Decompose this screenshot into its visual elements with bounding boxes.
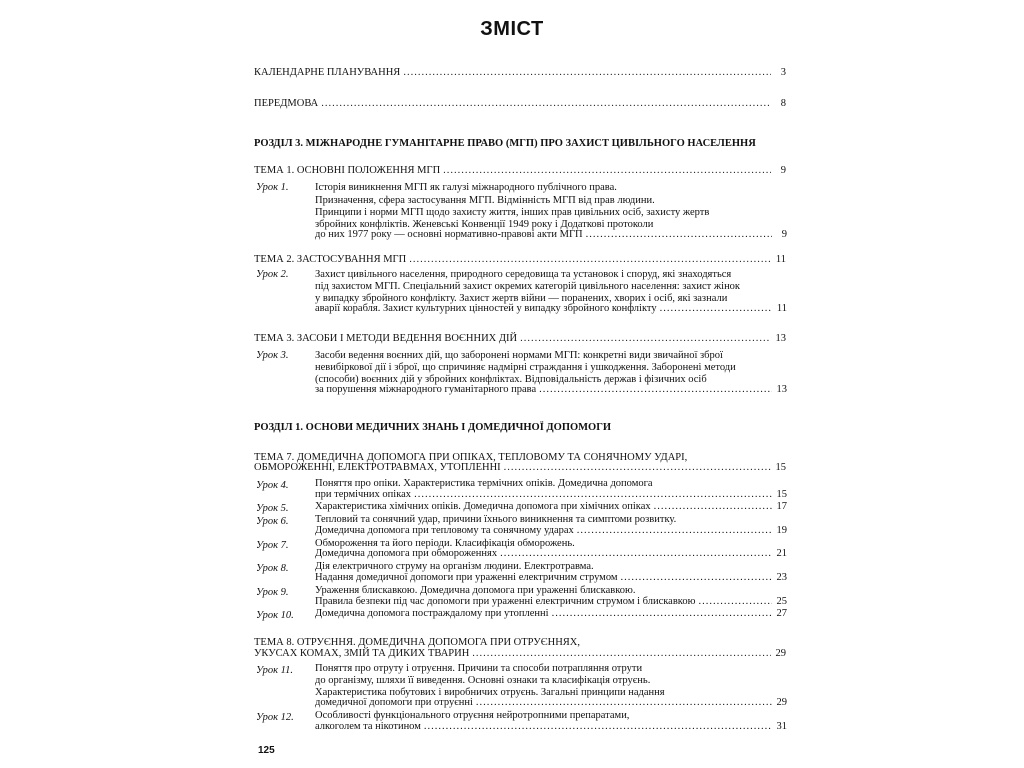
toc-entry-lesson-8[interactable] — [315, 572, 787, 584]
toc-page-number: 9 — [781, 229, 787, 240]
toc-entry-lesson-7[interactable] — [315, 548, 787, 560]
toc-entry-lesson-12[interactable] — [315, 721, 787, 733]
toc-entry-topic-8[interactable] — [254, 648, 786, 660]
lesson-label: Урок 3. — [256, 350, 289, 361]
toc-entry-lesson-5[interactable] — [315, 501, 787, 513]
toc-entry-calendar[interactable] — [254, 67, 786, 79]
lesson-text: домедичної допомоги при отруєнні — [315, 697, 473, 708]
toc-page-number: 3 — [780, 67, 786, 78]
topic-label: ТЕМА 7. ДОМЕДИЧНА ДОПОМОГА ПРИ ОПІКАХ, ТЕПЛОВОМУ ТА СОНЯЧНОМУ УДАРІ, — [254, 452, 688, 463]
lesson-label: Урок 9. — [256, 587, 289, 598]
leader-dots — [403, 67, 771, 79]
toc-entry-lesson-2[interactable] — [315, 303, 787, 315]
leader-dots — [552, 608, 772, 620]
leader-dots — [472, 648, 771, 660]
lesson-label: Урок 1. — [256, 182, 289, 193]
toc-page-number: 11 — [775, 254, 786, 265]
toc-entry-topic-7[interactable] — [254, 462, 786, 474]
topic-label: ТЕМА 2. ЗАСТОСУВАННЯ МГП — [254, 254, 407, 265]
toc-entry-label: КАЛЕНДАРНЕ ПЛАНУВАННЯ — [254, 67, 401, 78]
leader-dots — [539, 384, 772, 396]
toc-page-number: 15 — [776, 489, 787, 500]
lesson-text: збройних конфліктів. Женевські Конвенції 1949 року і Додаткові протоколи — [315, 219, 654, 230]
leader-dots — [654, 501, 772, 513]
lesson-text: Дія електричного струму на організм людини. Електротравма. — [315, 561, 594, 572]
toc-entry-lesson-6[interactable] — [315, 525, 787, 537]
toc-page-number: 29 — [776, 697, 787, 708]
lesson-text: Призначення, сфера застосування МГП. Відмінність МГП від прав людини. — [315, 195, 655, 206]
leader-dots — [409, 254, 771, 266]
lesson-text: Правила безпеки під час допомоги при ураженні електричним струмом і блискавкою — [315, 596, 696, 607]
toc-page-number: 15 — [775, 462, 786, 473]
lesson-label: Урок 10. — [256, 610, 294, 621]
toc-page-number: 17 — [776, 501, 787, 512]
leader-dots — [476, 697, 772, 709]
lesson-label: Урок 12. — [256, 712, 294, 723]
lesson-text: за порушення міжнародного гуманітарного права — [315, 384, 537, 395]
leader-dots — [321, 98, 771, 110]
topic-label: ОБМОРОЖЕННІ, ЕЛЕКТРОТРАВМАХ, УТОПЛЕННІ — [254, 462, 501, 473]
page-number: 125 — [258, 745, 275, 756]
leader-dots — [586, 229, 772, 241]
leader-dots — [660, 303, 772, 315]
lesson-label: Урок 6. — [256, 516, 289, 527]
toc-page-number: 27 — [776, 608, 787, 619]
toc-page-number: 9 — [780, 165, 786, 176]
lesson-text: до них 1977 року — основні нормативно-правові акти МГП — [315, 229, 583, 240]
lesson-text: Характеристика побутових і виробничих отруєнь. Загальні принципи надання — [315, 687, 665, 698]
lesson-text: Принципи і норми МГП щодо захисту життя, інших прав цивільних осіб, захисту жертв — [315, 207, 710, 218]
lesson-label: Урок 11. — [256, 665, 294, 676]
lesson-text: Характеристика хімічних опіків. Домедична допомога при хімічних опіках — [315, 501, 651, 512]
lesson-text: аварії корабля. Захист культурних цінностей у випадку збройного конфлікту — [315, 303, 657, 314]
toc-page-number: 19 — [776, 525, 787, 536]
lesson-text: Ураження блискавкою. Домедична допомога при ураженні блискавкою. — [315, 585, 636, 596]
toc-page-number: 11 — [776, 303, 787, 314]
lesson-label: Урок 8. — [256, 563, 289, 574]
leader-dots — [414, 489, 772, 501]
lesson-text: (способи) воєнних дій у збройних конфліктах. Відповідальність держав і фізичних осіб — [315, 374, 707, 385]
lesson-text: до організму, шляхи її виведення. Основні ознаки та класифікація отруєнь. — [315, 675, 651, 686]
toc-page-number: 31 — [776, 721, 787, 732]
toc-page-number: 13 — [776, 384, 787, 395]
toc-entry-topic-2[interactable] — [254, 254, 786, 266]
lesson-text: алкоголем та нікотином — [315, 721, 421, 732]
toc-entry-lesson-10[interactable] — [315, 608, 787, 620]
toc-entry-lesson-1[interactable] — [315, 229, 787, 241]
lesson-text: Надання домедичної допомоги при ураженні електричним струмом — [315, 572, 618, 583]
leader-dots — [621, 572, 772, 584]
leader-dots — [500, 548, 772, 560]
lesson-text: невибіркової дії і зброї, що спричиняє надмірні страждання і ушкодження. Заборонені методи — [315, 362, 736, 373]
topic-label: ТЕМА 8. ОТРУЄННЯ. ДОМЕДИЧНА ДОПОМОГА ПРИ ОТРУЄННЯХ, — [254, 637, 580, 648]
lesson-text: Особливості функціонального отруєння нейротропними препаратами, — [315, 710, 630, 721]
toc-page-number: 23 — [776, 572, 787, 583]
lesson-text: Домедична допомога при обмороженнях — [315, 548, 498, 559]
toc-entry-topic-1[interactable] — [254, 165, 786, 177]
toc-page-number: 21 — [776, 548, 787, 559]
toc-entry-lesson-4[interactable] — [315, 489, 787, 501]
topic-label: ТЕМА 1. ОСНОВНІ ПОЛОЖЕННЯ МГП — [254, 165, 441, 176]
lesson-text: Обмороження та його періоди. Класифікація обморожень. — [315, 538, 575, 549]
toc-page-number: 8 — [780, 98, 786, 109]
lesson-text: під захистом МГП. Спеціальний захист окремих категорій цивільного населення: захист жінок — [315, 281, 741, 292]
topic-label: ТЕМА 3. ЗАСОБИ І МЕТОДИ ВЕДЕННЯ ВОЄННИХ ДІЙ — [254, 333, 518, 344]
lesson-text: Захист цивільного населення, природного середовища та установок і споруд, які знаходяться — [315, 269, 732, 280]
toc-page-number: 13 — [775, 333, 786, 344]
lesson-label: Урок 4. — [256, 480, 289, 491]
lesson-text: Засоби ведення воєнних дій, що заборонені нормами МГП: конкретні види звичайної зброї — [315, 350, 723, 361]
leader-dots — [698, 596, 772, 608]
section-heading: РОЗДІЛ 3. МІЖНАРОДНЕ ГУМАНІТАРНЕ ПРАВО (МГП) ПРО ЗАХИСТ ЦИВІЛЬНОГО НАСЕЛЕННЯ — [254, 138, 756, 149]
lesson-text: Домедична допомога постраждалому при утопленні — [315, 608, 549, 619]
page-title: ЗМІСТ — [480, 18, 544, 40]
lesson-text: Поняття про отруту і отруєння. Причини та способи потрапляння отрути — [315, 663, 643, 674]
lesson-text: при термічних опіках — [315, 489, 412, 500]
toc-page-number: 29 — [775, 648, 786, 659]
toc-entry-preface[interactable] — [254, 98, 786, 110]
leader-dots — [424, 721, 772, 733]
toc-entry-lesson-11[interactable] — [315, 697, 787, 709]
toc-page-number: 25 — [776, 596, 787, 607]
lesson-text: Історія виникнення МГП як галузі міжнародного публічного права. — [315, 182, 617, 193]
section-heading: РОЗДІЛ 1. ОСНОВИ МЕДИЧНИХ ЗНАНЬ І ДОМЕДИЧНОЇ ДОПОМОГИ — [254, 422, 612, 433]
toc-entry-label: ПЕРЕДМОВА — [254, 98, 319, 109]
lesson-label: Урок 2. — [256, 269, 289, 280]
leader-dots — [520, 333, 771, 345]
lesson-label: Урок 7. — [256, 540, 289, 551]
toc-entry-lesson-9[interactable] — [315, 596, 787, 608]
lesson-text: у випадку збройного конфлікту. Захист жертв війни — поранених, хворих і осіб, які зазнали — [315, 293, 728, 304]
lesson-text: Поняття про опіки. Характеристика термічних опіків. Домедична допомога — [315, 478, 653, 489]
leader-dots — [577, 525, 772, 537]
lesson-text: Домедична допомога при тепловому та сонячному ударах — [315, 525, 574, 536]
leader-dots — [443, 165, 771, 177]
leader-dots — [504, 462, 771, 474]
lesson-label: Урок 5. — [256, 503, 289, 514]
lesson-text: Тепловий та сонячний удар, причини їхнього виникнення та симптоми розвитку. — [315, 514, 677, 525]
toc-entry-lesson-3[interactable] — [315, 384, 787, 396]
toc-entry-topic-3[interactable] — [254, 333, 786, 345]
topic-label: УКУСАХ КОМАХ, ЗМІЙ ТА ДИКИХ ТВАРИН — [254, 648, 470, 659]
